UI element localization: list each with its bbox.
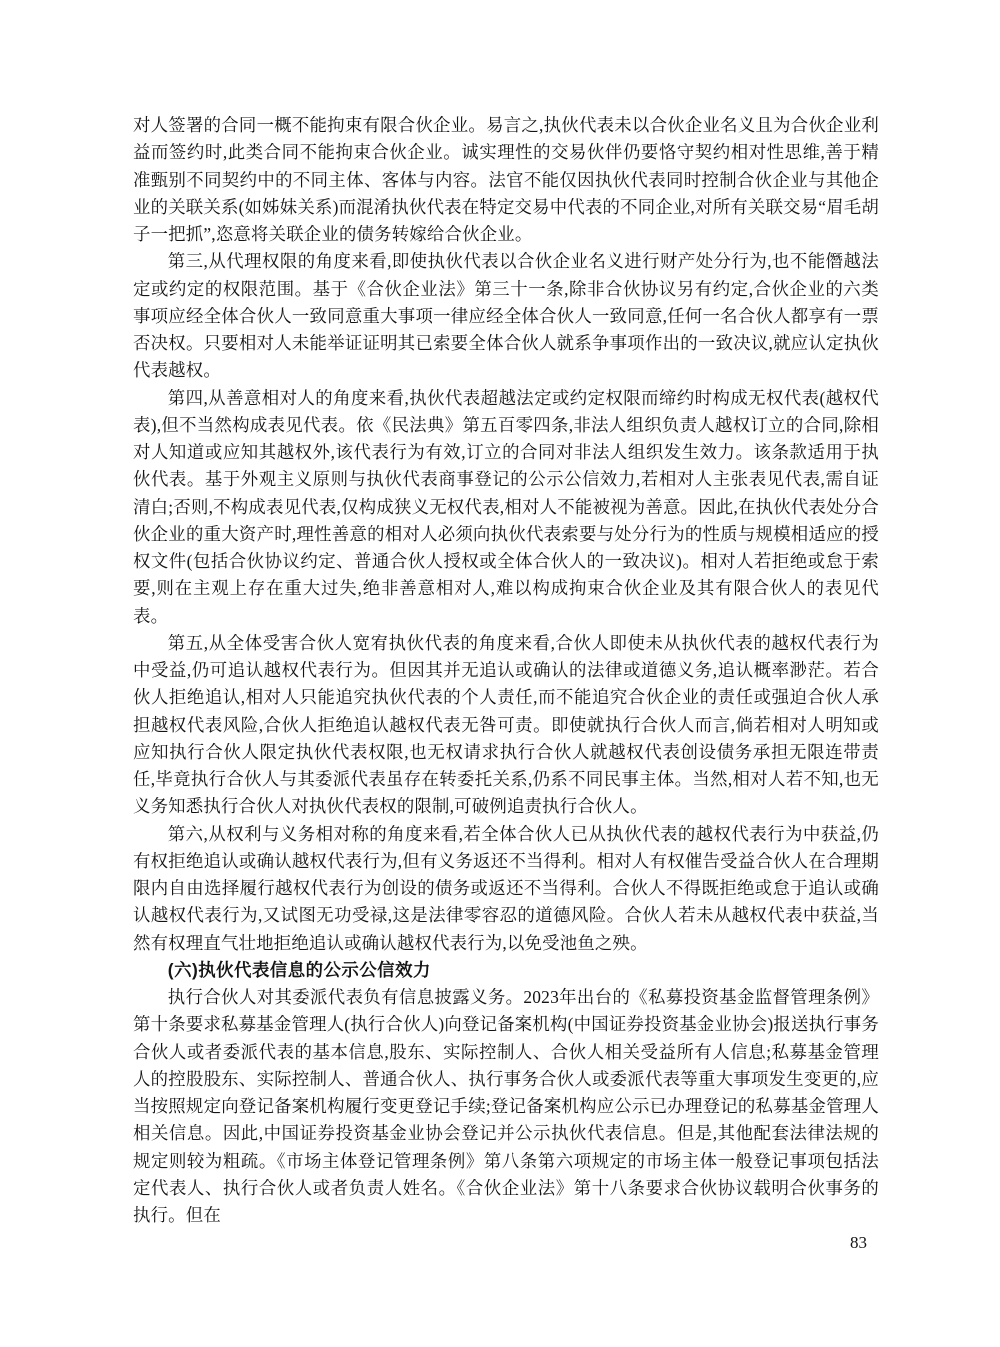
body-paragraph: 第六,从权利与义务相对称的角度来看,若全体合伙人已从执伙代表的越权代表行为中获益,仍有权拒绝追认或确认越权代表行为,但有义务返还不当得利。相对人有权催告受益合伙人在合理期限内自由选择履行越权代表行为创设的债务或返还不当得利。合伙人不得既拒绝或怠于追认或确认越权代表行为,又试图无功受禄,这是法律零容忍的道德风险。合伙人若未从越权代表中获益,当然有权理直气壮地拒绝追认或确认越权代表行为,以免受池鱼之殃。 bbox=[133, 823, 879, 953]
body-paragraph: 第五,从全体受害合伙人宽宥执伙代表的角度来看,合伙人即使未从执伙代表的越权代表行为中受益,仍可追认越权代表行为。但因其并无追认或确认的法律或道德义务,追认概率渺茫。若合伙人拒绝追认,相对人只能追究执伙代表的个人责任,而不能追究合伙企业的责任或强迫合伙人承担越权代表风险,合伙人拒绝追认越权代表无咎可责。即使就执行合伙人而言,倘若相对人明知或应知执行合伙人限定执伙代表权限,也无权请求执行合伙人就越权代表创设债务承担无限连带责任,毕竟执行合伙人与其委派代表虽存在转委托关系,仍系不同民事主体。当然,相对人若不知,也无义务知悉执行合伙人对执伙代表权的限制,可破例追责执行合伙人。 bbox=[133, 632, 879, 817]
body-paragraph: 第四,从善意相对人的角度来看,执伙代表超越法定或约定权限而缔约时构成无权代表(越权代表),但不当然构成表见代表。依《民法典》第五百零四条,非法人组织负责人越权订立的合同,除相对人知道或应知其越权外,该代表行为有效,订立的合同对非法人组织发生效力。该条款适用于执伙代表。基于外观主义原则与执伙代表商事登记的公示公信效力,若相对人主张表见代表,需自证清白;否则,不构成表见代表,仅构成狭义无权代表,相对人不能被视为善意。因此,在执伙代表处分合伙企业的重大资产时,理性善意的相对人必须向执伙代表索要与处分行为的性质与规模相适应的授权文件(包括合伙协议约定、普通合伙人授权或全体合伙人的一致决议)。相对人若拒绝或怠于索要,则在主观上存在重大过失,绝非善意相对人,难以构成拘束合伙企业及其有限合伙人的表见代表。 bbox=[133, 387, 879, 626]
body-paragraph: 对人签署的合同一概不能拘束有限合伙企业。易言之,执伙代表未以合伙企业名义且为合伙企业利益而签约时,此类合同不能拘束合伙企业。诚实理性的交易伙伴仍要恪守契约相对性思维,善于精准甄别不同契约中的不同主体、客体与内容。法官不能仅因执伙代表同时控制合伙企业与其他企业的关联关系(如姊妹关系)而混淆执伙代表在特定交易中代表的不同企业,对所有关联交易“眉毛胡子一把抓”,恣意将关联企业的债务转嫁给合伙企业。 bbox=[133, 115, 879, 244]
section-heading: (六)执伙代表信息的公示公信效力 bbox=[167, 959, 431, 980]
page-number: 83 bbox=[850, 1233, 867, 1252]
text-block bbox=[133, 112, 879, 1229]
body-paragraph: 执行合伙人对其委派代表负有信息披露义务。2023年出台的《私募投资基金监督管理条例》第十条要求私募基金管理人(执行合伙人)向登记备案机构(中国证券投资基金业协会)报送执行事务合伙人或者委派代表的基本信息,股东、实际控制人、合伙人相关受益所有人信息;私募基金管理人的控股股东、实际控制人、普通合伙人、执行事务合伙人或委派代表等重大事项发生变更的,应当按照规定向登记备案机构履行变更登记手续;登记备案机构应公示已办理登记的私募基金管理人相关信息。因此,中国证券投资基金业协会登记并公示执伙代表信息。但是,其他配套法律法规的规定则较为粗疏。《市场主体登记管理条例》第八条第六项规定的市场主体一般登记事项包括法定代表人、执行合伙人或者负责人姓名。《合伙企业法》第十八条要求合伙协议载明合伙事务的执行。但在 bbox=[133, 987, 879, 1225]
body-paragraph: 第三,从代理权限的角度来看,即使执伙代表以合伙企业名义进行财产处分行为,也不能僭越法定或约定的权限范围。基于《合伙企业法》第三十一条,除非合伙协议另有约定,合伙企业的六类事项应经全体合伙人一致同意重大事项一律应经全体合伙人一致同意,任何一名合伙人都享有一票否决权。只要相对人未能举证证明其已索要全体合伙人就系争事项作出的一致决议,就应认定执伙代表越权。 bbox=[133, 251, 879, 381]
